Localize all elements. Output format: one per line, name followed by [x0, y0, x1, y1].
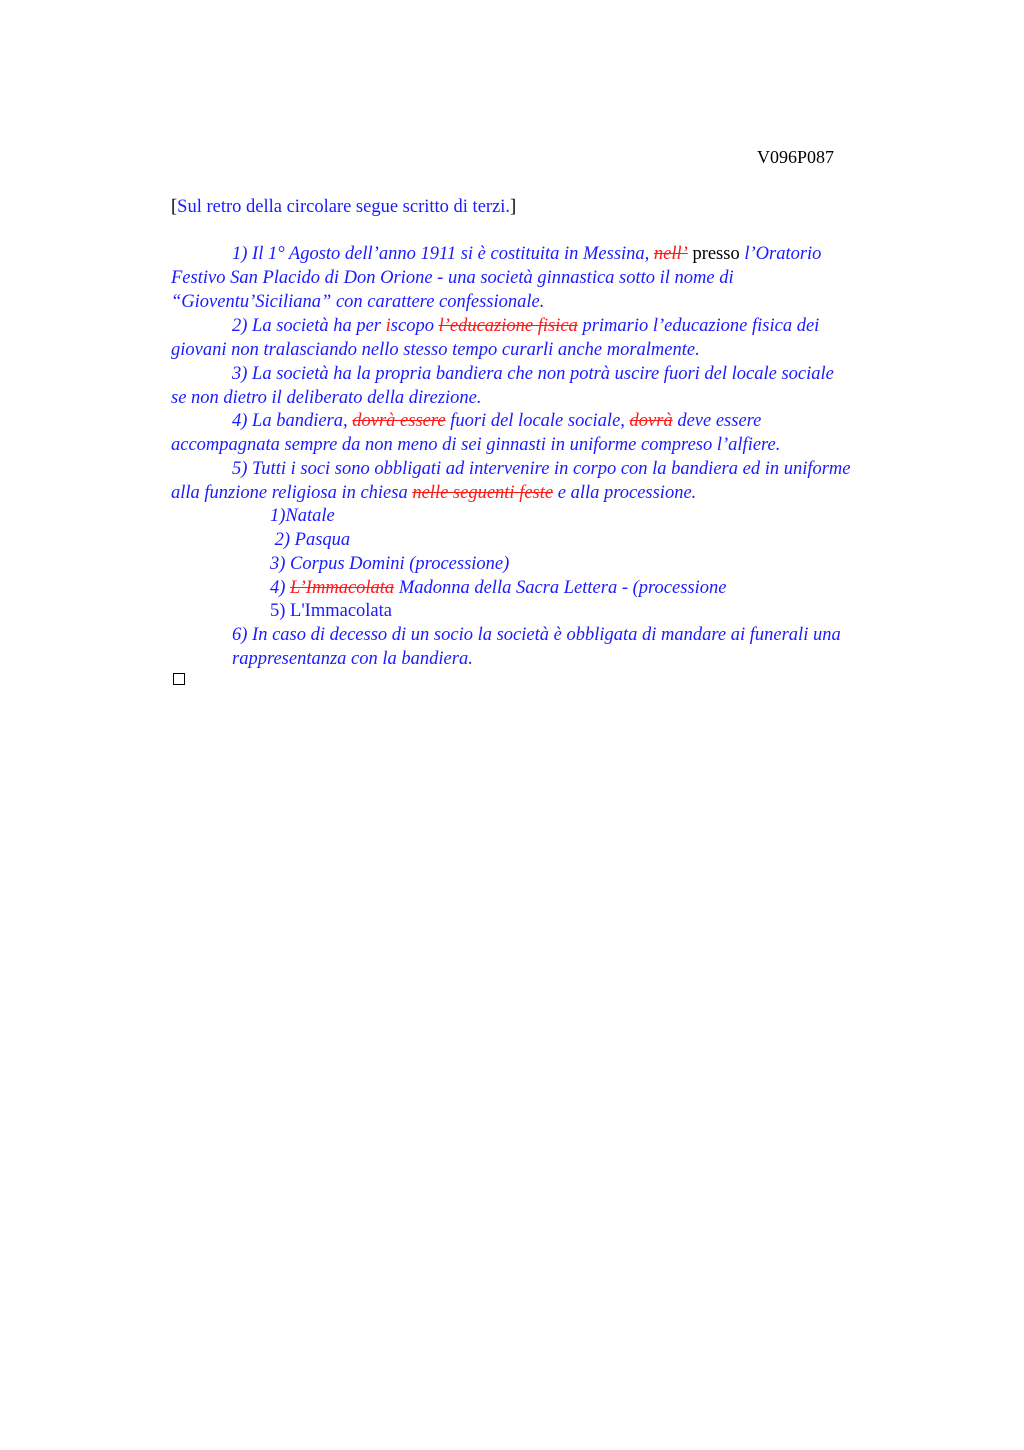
p2-text-b: scopo: [390, 316, 439, 336]
bracket-close: ]: [510, 197, 517, 217]
p4-text-b: fuori del locale sociale,: [445, 411, 630, 431]
paragraph-2-line-1: [232, 314, 819, 338]
paragraph-1-line-2: Festivo San Placido di Don Orione - una società ginnastica sotto il nome di: [171, 268, 734, 288]
p1-deleted: nell’: [653, 244, 688, 264]
f4-text-b: Madonna della Sacra Lettera - (processione: [394, 578, 727, 598]
header-note-text: Sul retro della circolare segue scritto di terzi.: [177, 197, 511, 217]
p4-text-c: deve essere: [672, 411, 762, 431]
paragraph-3-line-2: se non dietro il deliberato della direzione.: [171, 388, 482, 408]
p1-text-c: l’Oratorio: [739, 244, 822, 264]
festa-immacolata: [270, 599, 392, 623]
paragraph-4-line-2: accompagnata sempre da non meno di sei ginnasti in uniforme compreso l’alfiere.: [171, 435, 781, 455]
p4-deleted-2: dovrà: [629, 411, 673, 431]
festa-madonna-lettera: [270, 576, 726, 600]
paragraph-4-line-1: [232, 409, 761, 433]
paragraph-5-line-1: 5) Tutti i soci sono obbligati ad intervenire in corpo con la bandiera ed in uniforme: [232, 459, 851, 479]
p4-deleted-1: dovrà essere: [352, 411, 446, 431]
header-note: [171, 195, 516, 219]
p1-inserted: presso: [687, 244, 740, 264]
paragraph-5-line-2: [171, 481, 696, 505]
p5-text-b: e alla processione.: [553, 483, 697, 503]
p2-text-c: primario l’educazione fisica dei: [577, 316, 820, 336]
bracket-open: [: [171, 197, 178, 217]
p2-inserted-letter: i: [385, 316, 391, 336]
paragraph-6-line-2: rappresentanza con la bandiera.: [232, 649, 473, 669]
p1-text-a: 1) Il 1° Agosto dell’anno 1911 si è costituita in Messina,: [232, 244, 654, 264]
paragraph-2-line-2: giovani non tralasciando nello stesso tempo curarli anche moralmente.: [171, 340, 700, 360]
page-id: V096P087: [757, 147, 835, 167]
paragraph-1-line-3: “Gioventu’Siciliana” con carattere confessionale.: [171, 292, 545, 312]
f4-text-a: 4): [270, 578, 291, 598]
f5-text: 5) L'Immacolata: [270, 601, 392, 621]
paragraph-1-line-1: [232, 242, 821, 266]
p5-deleted: nelle seguenti feste: [412, 483, 554, 503]
p2-deleted: l’educazione fisica: [438, 316, 578, 336]
f4-deleted: L’Immacolata: [290, 578, 395, 598]
paragraph-6-line-1: 6) In caso di decesso di un socio la società è obbligata di mandare ai funerali una: [232, 625, 841, 645]
p2-text-a: 2) La società ha per: [232, 316, 386, 336]
festa-natale: 1)Natale: [270, 506, 335, 526]
paragraph-3-line-1: 3) La società ha la propria bandiera che non potrà uscire fuori del locale sociale: [232, 364, 834, 384]
checkbox-square-icon: [173, 673, 185, 685]
p4-text-a: 4) La bandiera,: [232, 411, 353, 431]
p5-text-a: alla funzione religiosa in chiesa: [171, 483, 413, 503]
festa-pasqua: 2) Pasqua: [270, 530, 351, 550]
festa-corpus-domini: 3) Corpus Domini (processione): [270, 554, 510, 574]
